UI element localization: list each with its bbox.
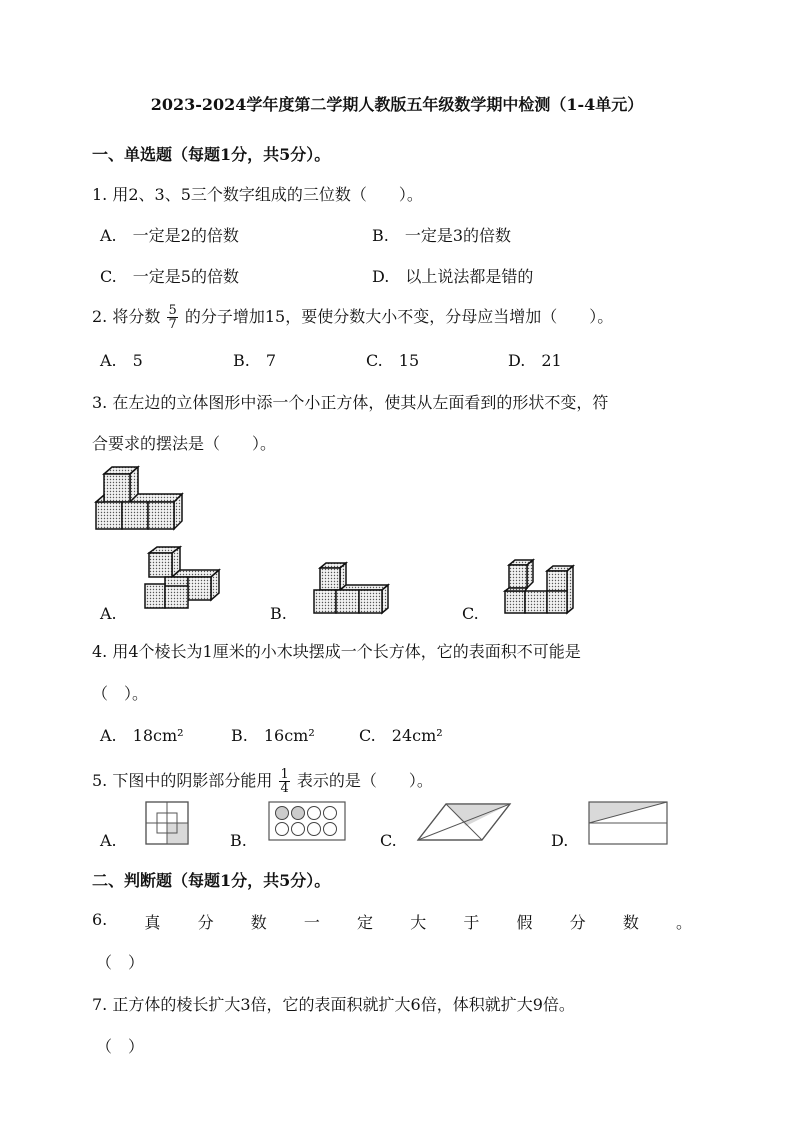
q2-option-c[interactable]: C. 15 xyxy=(366,351,420,370)
question-3-line1: 3. 在左边的立体图形中添一个小正方体，使其从左面看到的形状不变，符 xyxy=(92,393,609,412)
parallelogram-figure xyxy=(416,802,512,842)
section-2-heading: 二、判断题（每题1分，共5分）。 xyxy=(92,871,331,890)
q3-option-c[interactable]: C. xyxy=(462,604,479,623)
q6-char: 分 xyxy=(197,913,214,932)
q3-option-b[interactable]: B. xyxy=(270,604,287,623)
q4-option-b[interactable]: B. 16cm² xyxy=(231,726,315,745)
question-6-stem xyxy=(92,910,692,933)
question-2-stem xyxy=(92,304,613,331)
question-3-line2: 合要求的摆法是（ ）。 xyxy=(92,434,277,453)
q5-option-a[interactable]: A. xyxy=(100,831,117,850)
section-1-heading: 一、单选题（每题1分，共5分）。 xyxy=(92,145,331,164)
q2-prefix: 2. 将分数 xyxy=(92,307,161,326)
q5-option-c[interactable]: C. xyxy=(380,831,397,850)
q1-option-b[interactable]: B. 一定是3的倍数 xyxy=(372,226,512,245)
q6-char: 大 xyxy=(410,913,427,932)
shaded-square-figure xyxy=(145,801,189,845)
q4-option-a[interactable]: A. 18cm² xyxy=(100,726,184,745)
cube-figure-option-b xyxy=(312,562,390,616)
q6-char: 分 xyxy=(569,913,586,932)
q6-char: 。 xyxy=(675,913,692,932)
rectangle-diagonal-figure xyxy=(588,801,668,845)
question-5-stem xyxy=(92,768,433,795)
frac-denominator: 4 xyxy=(280,781,289,796)
q6-char: 假 xyxy=(516,913,533,932)
q1-option-d[interactable]: D. 以上说法都是错的 xyxy=(372,267,534,286)
frac-numerator: 5 xyxy=(168,303,177,318)
q2-suffix: 的分子增加15，要使分数大小不变，分母应当增加（ ）。 xyxy=(184,307,614,326)
question-1-stem: 1. 用2、3、5三个数字组成的三位数（ ）。 xyxy=(92,185,423,204)
circles-grid-figure xyxy=(268,801,346,841)
q6-char: 6. xyxy=(92,910,108,929)
question-7-stem: 7. 正方体的棱长扩大3倍，它的表面积就扩大6倍，体积就扩大9倍。 xyxy=(92,995,575,1014)
q5-option-d[interactable]: D. xyxy=(551,831,569,850)
q4-option-c[interactable]: C. 24cm² xyxy=(359,726,443,745)
q6-char: 真 xyxy=(144,913,161,932)
q1-option-a[interactable]: A. 一定是2的倍数 xyxy=(100,226,239,245)
cube-figure-option-a xyxy=(143,546,223,610)
q3-option-a[interactable]: A. xyxy=(100,604,117,623)
q6-char: 数 xyxy=(250,913,267,932)
q5-option-b[interactable]: B. xyxy=(230,831,247,850)
q5-prefix: 5. 下图中的阴影部分能用 xyxy=(92,771,273,790)
fraction-one-quarter xyxy=(279,768,289,795)
q6-char: 于 xyxy=(463,913,480,932)
q7-answer-blank[interactable]: （ ） xyxy=(96,1037,145,1056)
cube-figure-original xyxy=(94,466,184,532)
cube-figure-option-c xyxy=(503,558,577,616)
frac-numerator: 1 xyxy=(280,767,289,782)
frac-denominator: 7 xyxy=(168,317,177,332)
q1-option-c[interactable]: C. 一定是5的倍数 xyxy=(100,267,239,286)
q6-char: 定 xyxy=(357,913,374,932)
q6-answer-blank[interactable]: （ ） xyxy=(96,953,145,972)
page-title: 2023-2024学年度第二学期人教版五年级数学期中检测（1-4单元） xyxy=(150,95,644,114)
fraction-five-sevenths xyxy=(167,304,177,331)
q6-char: 数 xyxy=(622,913,639,932)
question-4-line1: 4. 用4个棱长为1厘米的小木块摆成一个长方体，它的表面积不可能是 xyxy=(92,642,581,661)
q5-suffix: 表示的是（ ）。 xyxy=(296,771,433,790)
q2-option-a[interactable]: A. 5 xyxy=(100,351,143,370)
question-4-line2: （ ）。 xyxy=(92,684,149,703)
q6-char: 一 xyxy=(303,913,320,932)
q2-option-b[interactable]: B. 7 xyxy=(233,351,277,370)
q2-option-d[interactable]: D. 21 xyxy=(508,351,562,370)
